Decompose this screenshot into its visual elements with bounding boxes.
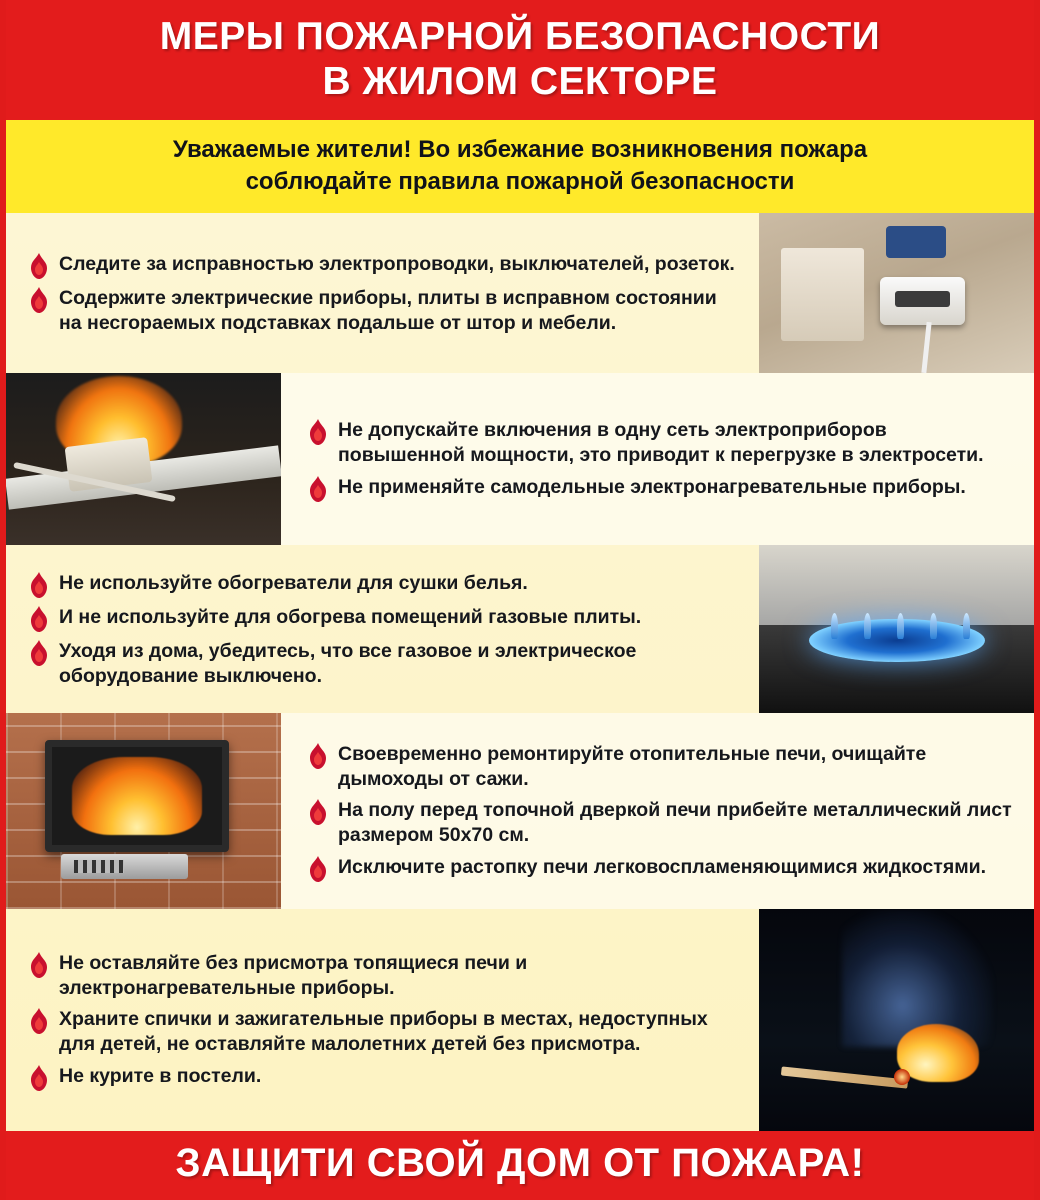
bullet-text: Следите за исправностью электропроводки, выключателей, розеток. xyxy=(59,253,735,276)
flame-icon xyxy=(28,1065,50,1091)
poster-subtitle-line-2: соблюдайте правила пожарной безопасности xyxy=(245,167,795,195)
flame-icon xyxy=(28,1008,50,1034)
poster-subtitle-band xyxy=(6,120,1034,212)
bullet-text: Не применяйте самодельные электронагревательные приборы. xyxy=(338,475,966,498)
bullet-text: Своевременно ремонтируйте отопительные печи, очищайте дымоходы от сажи. xyxy=(338,742,927,790)
bullet-item xyxy=(28,951,743,1001)
section-electrics xyxy=(6,213,1034,373)
bullet-text: Храните спички и зажигательные приборы в местах, недоступных для детей, не оставляйте малолетних детей без присмотра. xyxy=(59,1008,708,1056)
outlet-illustration xyxy=(759,213,1034,373)
section-unattended-text xyxy=(6,909,759,1131)
poster-footer xyxy=(6,1131,1034,1200)
bullet-text: Не курите в постели. xyxy=(59,1064,262,1087)
bullet-text: Не оставляйте без присмотра топящиеся печи и электронагревательные приборы. xyxy=(59,951,528,999)
flame-icon xyxy=(28,952,50,978)
bullet-item xyxy=(28,639,743,689)
section-electrics-text xyxy=(6,213,759,373)
section-unattended xyxy=(6,909,1034,1131)
burning-plug-illustration xyxy=(6,373,281,545)
section-overload-text xyxy=(281,373,1034,545)
brick-stove-illustration xyxy=(6,713,281,909)
poster-header xyxy=(6,0,1034,120)
bullet-item xyxy=(28,1064,743,1091)
electrical-outlet-photo xyxy=(759,213,1034,373)
bullet-item xyxy=(28,571,743,598)
bullet-item xyxy=(28,252,743,279)
section-stoves-text xyxy=(281,713,1034,909)
bullet-text: Исключите растопку печи легковоспламеняющимися жидкостями. xyxy=(338,855,987,878)
bullet-item xyxy=(307,418,1018,468)
bullet-item xyxy=(28,605,743,632)
gas-burner-illustration xyxy=(759,545,1034,713)
poster-title-line-1: МЕРЫ ПОЖАРНОЙ БЕЗОПАСНОСТИ xyxy=(159,15,881,58)
section-heaters-gas xyxy=(6,545,1034,713)
bullet-text: Уходя из дома, убедитесь, что все газовое и электрическое оборудование выключено. xyxy=(59,640,637,687)
gas-burner-photo xyxy=(759,545,1034,713)
bullet-text: На полу перед топочной дверкой печи прибейте металлический лист размером 50х70 см. xyxy=(338,799,1012,847)
bullet-item xyxy=(307,855,1018,882)
bullet-item xyxy=(307,475,1018,502)
brick-stove-photo xyxy=(6,713,281,909)
bullet-item xyxy=(28,1007,743,1057)
flame-icon xyxy=(28,253,50,279)
bullet-text: И не используйте для обогрева помещений газовые плиты. xyxy=(59,606,642,629)
flame-icon xyxy=(307,419,329,445)
burning-match-illustration xyxy=(759,909,1034,1131)
bullet-text: Не используйте обогреватели для сушки белья. xyxy=(59,572,528,595)
section-stoves xyxy=(6,713,1034,909)
poster-subtitle-line-1: Уважаемые жители! Во избежание возникновения пожара xyxy=(172,136,868,164)
flame-icon xyxy=(307,743,329,769)
poster-body xyxy=(6,213,1034,1131)
footer-slogan: ЗАЩИТИ СВОЙ ДОМ ОТ ПОЖАРА! xyxy=(175,1141,865,1185)
bullet-item xyxy=(28,286,743,336)
bullet-text: Содержите электрические приборы, плиты в исправном состоянии на несгораемых подставках подальше от штор и мебели. xyxy=(59,287,717,334)
flame-icon xyxy=(307,476,329,502)
poster-title-line-2: В ЖИЛОМ СЕКТОРЕ xyxy=(322,60,718,104)
flame-icon xyxy=(28,287,50,313)
burning-plug-photo xyxy=(6,373,281,545)
section-overload xyxy=(6,373,1034,545)
flame-icon xyxy=(307,799,329,825)
bullet-text: Не допускайте включения в одну сеть электроприборов повышенной мощности, это приводит к перегрузке в электросети. xyxy=(338,419,984,466)
flame-icon xyxy=(28,640,50,666)
burning-match-photo xyxy=(759,909,1034,1131)
flame-icon xyxy=(28,572,50,598)
bullet-item xyxy=(307,742,1018,792)
flame-icon xyxy=(307,856,329,882)
bullet-item xyxy=(307,798,1018,848)
flame-icon xyxy=(28,606,50,632)
section-heaters-gas-text xyxy=(6,545,759,713)
